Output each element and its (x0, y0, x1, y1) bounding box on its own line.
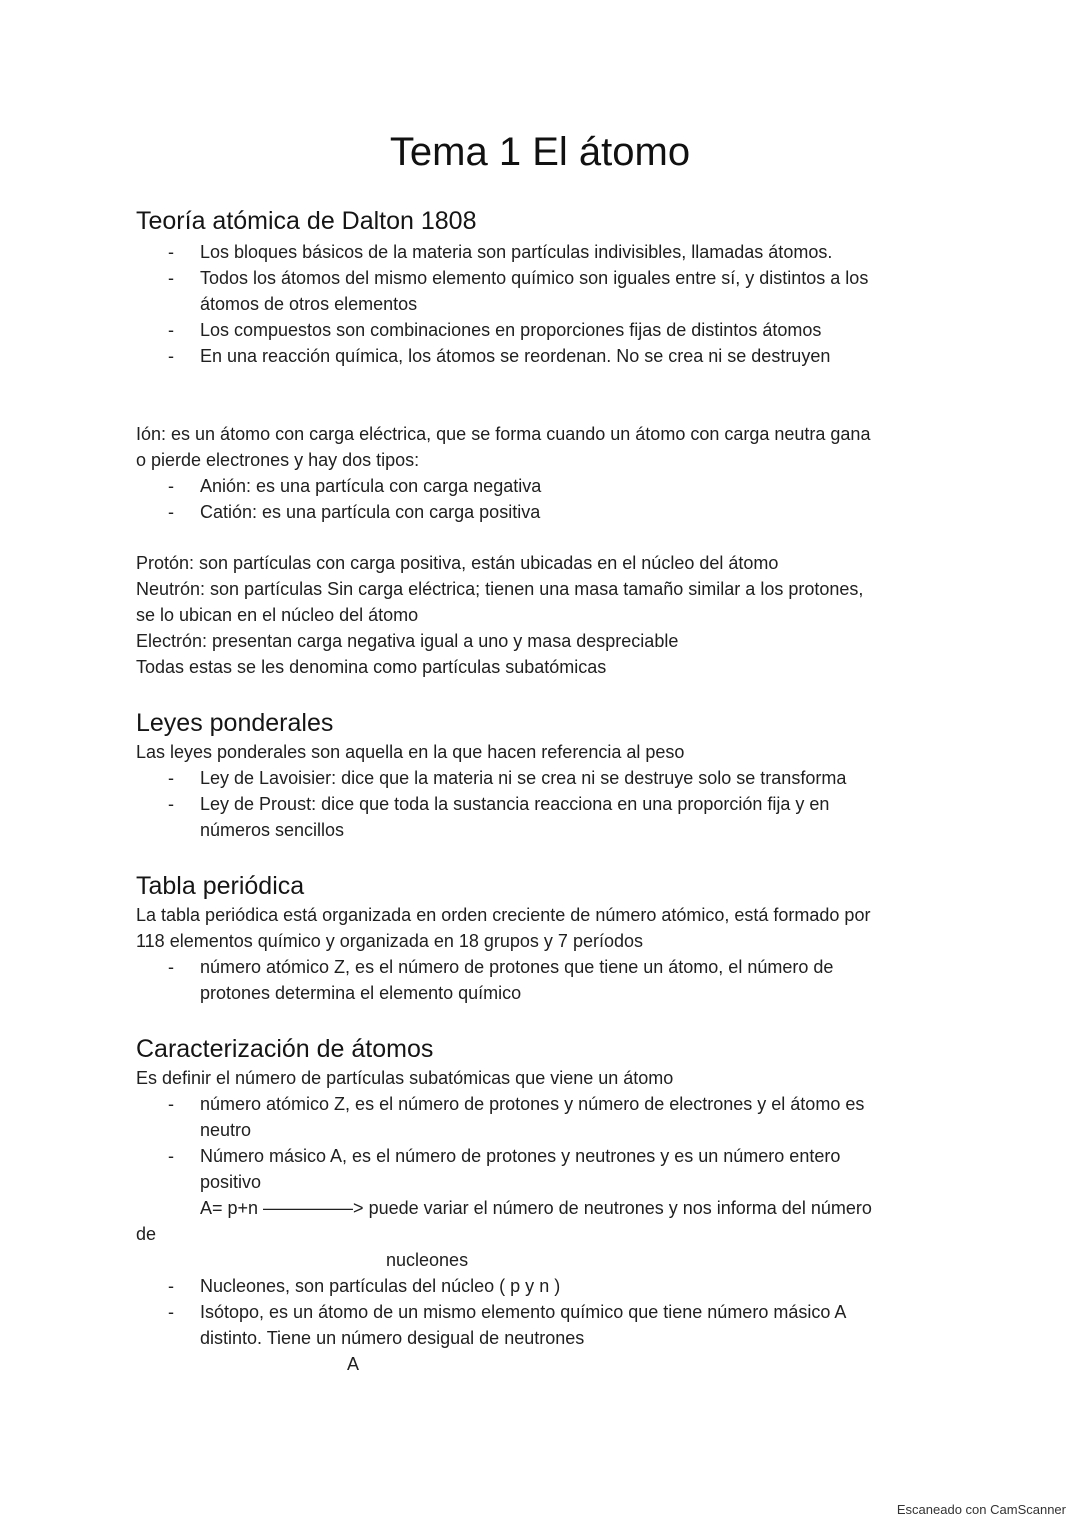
list-item: - Ley de Lavoisier: dice que la materia ni se crea ni se destruye solo se transforma (168, 768, 847, 788)
list-item-continuation: distinto. Tiene un número desigual de neutrones (200, 1328, 585, 1348)
list-item: - Número másico A, es el número de protones y neutrones y es un número entero (168, 1146, 841, 1166)
paragraph-ion: o pierde electrones y hay dos tipos: (136, 450, 420, 470)
list-item: - Los bloques básicos de la materia son partículas indivisibles, llamadas átomos. (168, 242, 833, 262)
heading-leyes: Leyes ponderales (136, 709, 334, 737)
list-item: - Catión: es una partícula con carga positiva (168, 502, 541, 522)
heading-caracterizacion: Caracterización de átomos (136, 1035, 434, 1063)
list-item-continuation: protones determina el elemento químico (200, 983, 522, 1003)
paragraph-neutron: se lo ubican en el núcleo del átomo (136, 605, 419, 625)
paragraph-caracterizacion: Es definir el número de partículas subatómicas que viene un átomo (136, 1068, 674, 1088)
list-item: - En una reacción química, los átomos se reordenan. No se crea ni se destruyen (168, 346, 831, 366)
list-item: - Los compuestos son combinaciones en proporciones fijas de distintos átomos (168, 320, 822, 340)
list-item: - Todos los átomos del mismo elemento químico son iguales entre sí, y distintos a los (168, 268, 869, 288)
scanner-watermark: Escaneado con CamScanner (896, 1502, 1066, 1517)
list-item-continuation: positivo (200, 1172, 262, 1192)
list-item-continuation: átomos de otros elementos (200, 294, 418, 314)
formula-line: A= p+n —————> puede variar el número de neutrones y nos informa del número (200, 1198, 872, 1218)
wrapped-word: de (136, 1224, 157, 1244)
paragraph-electron: Electrón: presentan carga negativa igual a uno y masa despreciable (136, 631, 679, 651)
list-item: - Ley de Proust: dice que toda la sustancia reacciona en una proporción fija y en (168, 794, 830, 814)
list-item: - Anión: es una partícula con carga negativa (168, 476, 542, 496)
paragraph-ion: Ión: es un átomo con carga eléctrica, que se forma cuando un átomo con carga neutra gana (136, 424, 871, 444)
paragraph-tabla: 118 elementos químico y organizada en 18 grupos y 7 períodos (136, 931, 643, 951)
stray-letter: A (347, 1354, 360, 1374)
paragraph-neutron: Neutrón: son partículas Sin carga eléctrica; tienen una masa tamaño similar a los protones, (136, 579, 864, 599)
list-item: - Nucleones, son partículas del núcleo ( p y n ) (168, 1276, 561, 1296)
list-item: - número atómico Z, es el número de protones que tiene un átomo, el número de (168, 957, 834, 977)
paragraph-leyes: Las leyes ponderales son aquella en la que hacen referencia al peso (136, 742, 685, 762)
paragraph-subatomic: Todas estas se les denomina como partículas subatómicas (136, 657, 607, 677)
list-item-continuation: números sencillos (200, 820, 345, 840)
heading-tabla: Tabla periódica (136, 872, 305, 900)
paragraph-tabla: La tabla periódica está organizada en orden creciente de número atómico, está formado por (136, 905, 871, 925)
list-item: - Isótopo, es un átomo de un mismo elemento químico que tiene número másico A (168, 1302, 847, 1322)
paragraph-proton: Protón: son partículas con carga positiva, están ubicadas en el núcleo del átomo (136, 553, 779, 573)
list-item: - número atómico Z, es el número de protones y número de electrones y el átomo es (168, 1094, 865, 1114)
page-title: Tema 1 El átomo (389, 130, 691, 174)
wrapped-word: nucleones (386, 1250, 469, 1270)
list-item-continuation: neutro (200, 1120, 252, 1140)
heading-dalton: Teoría atómica de Dalton 1808 (136, 207, 477, 235)
